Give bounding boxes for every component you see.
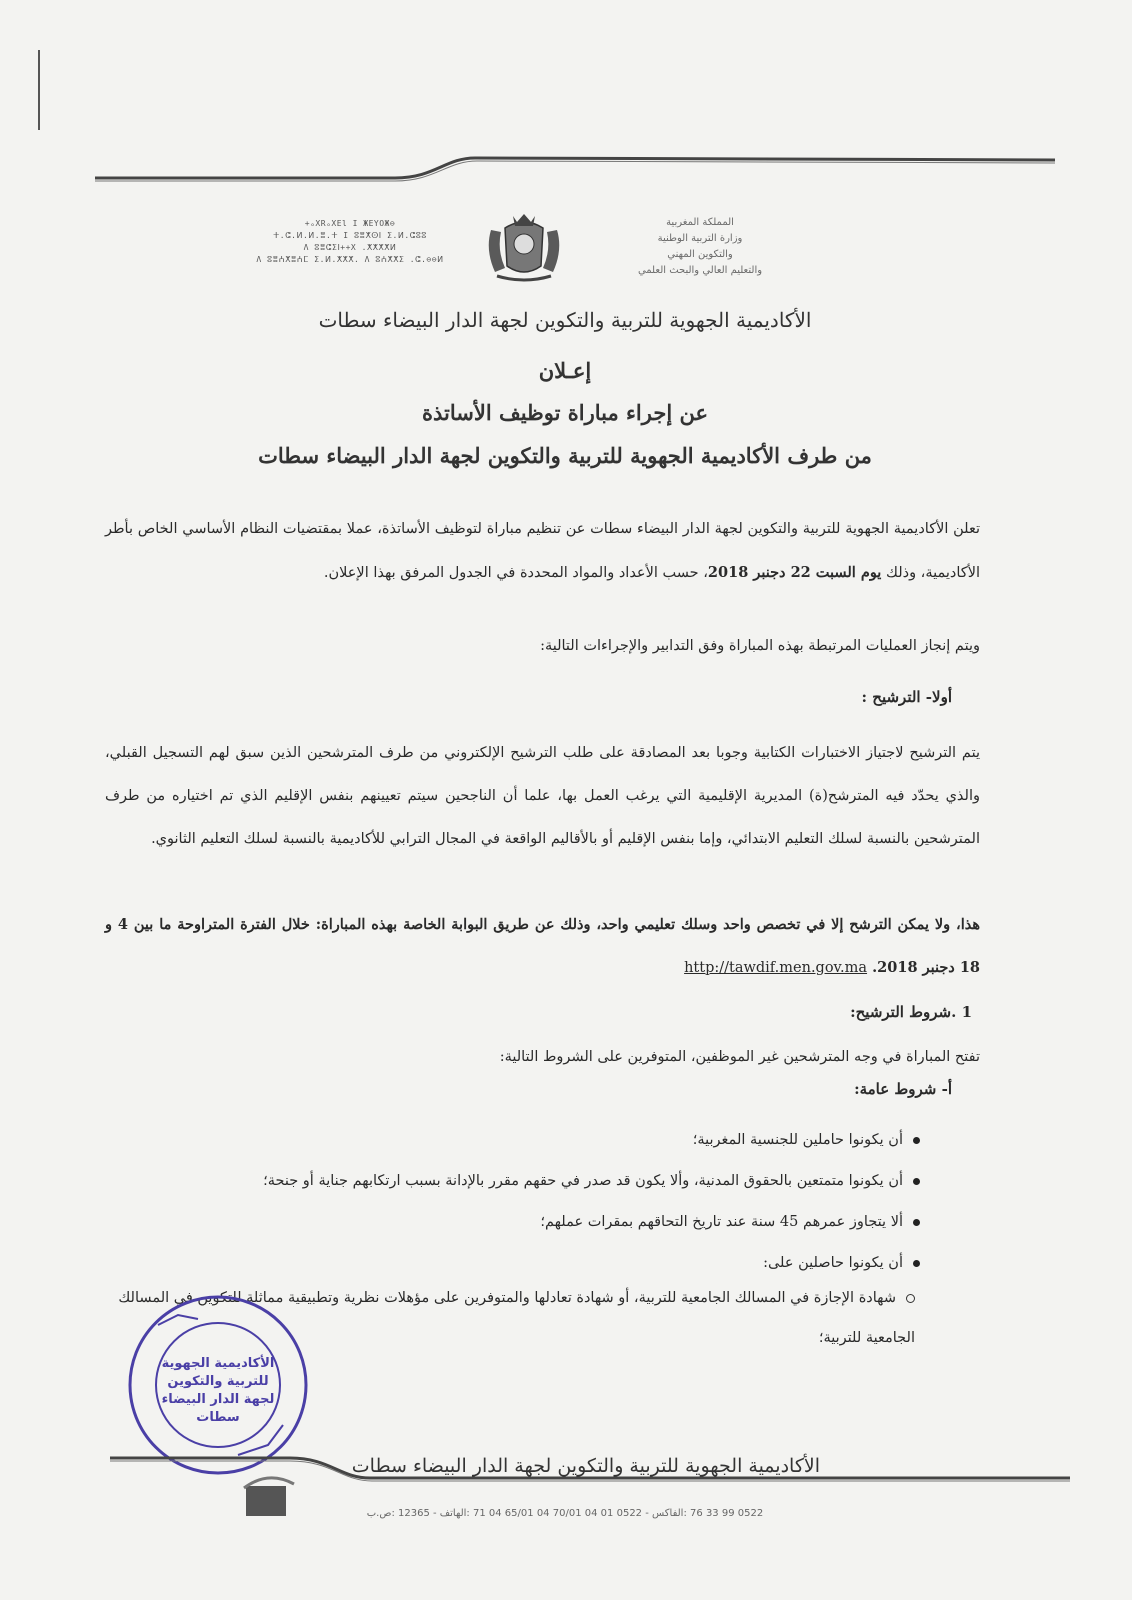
bullet-icon xyxy=(913,1137,920,1144)
academy-title: الأكاديمية الجهوية للتربية والتكوين لجهة الدار البيضاء سطات xyxy=(318,308,812,332)
header-divider xyxy=(95,148,1055,188)
tifinagh-line: +ₒXRₒXEl I ЖEYOЖ⊖ xyxy=(304,219,396,228)
tifinagh-line: Λ ⵓⴻⵄⵅⴻⵄⵎ ⵉ.ⵍ.ⵅⵅⵅ. Λ ⵓⵄⵅⵅⵉ .ⵛ.⊖⊖ⵍ xyxy=(256,255,444,264)
stamp-line: للتربية والتكوين xyxy=(167,1374,269,1389)
scan-edge xyxy=(38,50,40,130)
exam-date: يوم السبت 22 دجنبر 2018 xyxy=(707,564,882,581)
announcement-issuer: من طرف الأكاديمية الجهوية للتربية والتكوين لجهة الدار البيضاء سطات xyxy=(258,443,872,468)
application-period: خلال الفترة المتراوحة ما بين 4 و 18 دجنبر 2018. xyxy=(105,916,980,976)
header-tifinagh xyxy=(225,218,475,266)
stamp-line: الأكاديمية الجهوية xyxy=(161,1356,275,1371)
ministry-line: وزارة التربية الوطنية xyxy=(657,233,743,244)
general-conditions-list xyxy=(170,1120,920,1284)
candidacy-paragraph: يتم الترشيح لاجتياز الاختبارات الكتابية وجوبا بعد المصادقة على طلب الترشيح الإلكتروني من طرف المترشحين الذين سبق لهم التسجيل القبلي، والذي يحدّد فيه المترشح(ة) المديرية الإقليمية التي يرغب العمل بها، علما أن الناجحين سيتم تعيينهم بنفس الإقليم الذي تم اختياره من طرف المترشحين بالنسبة لسلك التعليم الابتدائي، وإما بنفس الإقليم أو بالأقاليم الواقعة في المجال الترابي للأكاديمية بالنسبة لسلك التعليم الثانوي. xyxy=(105,745,980,847)
single-specialty-paragraph xyxy=(105,903,980,990)
moroccan-coat-of-arms-icon xyxy=(483,210,565,282)
announcement-title: إعـلان xyxy=(538,358,592,383)
portal-link[interactable]: http://tawdif.men.gov.ma xyxy=(684,960,868,976)
list-item xyxy=(170,1120,920,1161)
ministry-line: المملكة المغربية xyxy=(666,217,734,228)
header-ministry xyxy=(600,215,800,279)
ministry-line: والتعليم العالي والبحث العلمي xyxy=(637,265,763,276)
footer-contacts: 0522 99 33 76 :الفاكس ‑ 0522 01 04 70/01 04 65/01 04 71 :الهاتف ‑ 12365 :ص.ب xyxy=(366,1508,764,1519)
stamp-line: لجهة الدار البيضاء xyxy=(161,1392,275,1407)
intro-text-end: ، حسب الأعداد والمواد المحددة في الجدول المرفق بهذا الإعلان. xyxy=(323,565,708,581)
general-conditions-heading: أ- شروط عامة: xyxy=(854,1080,952,1098)
intro-paragraph xyxy=(105,508,980,595)
bullet-icon xyxy=(913,1178,920,1185)
degree-text: شهادة الإجازة في المسالك الجامعية للتربية، أو شهادة تعادلها والمتوفرين على مؤهلات نظرية وتطبيقية مماثلة للتكوين في المسالك الجامعية للتربية؛ xyxy=(118,1290,915,1346)
section-candidacy-heading: أولا- الترشيح : xyxy=(861,688,952,706)
stamp-line: سطات xyxy=(196,1410,240,1425)
footer-academy-name: الأكاديمية الجهوية للتربية والتكوين لجهة الدار البيضاء سطات xyxy=(351,1455,820,1477)
procedures-paragraph: ويتم إنجاز العمليات المرتبطة بهذه المباراة وفق التدابير والإجراءات التالية: xyxy=(540,638,980,654)
conditions-heading: 1 .شروط الترشيح: xyxy=(850,1003,972,1021)
bullet-icon xyxy=(913,1219,920,1226)
announcement-subtitle: عن إجراء مباراة توظيف الأساتذة xyxy=(422,400,708,425)
list-item xyxy=(170,1202,920,1243)
list-item-text: أن يكونوا متمتعين بالحقوق المدنية، وألا يكون قد صدر في حقهم مقرر بالإدانة بسبب ارتكابهم جناية أو جنحة؛ xyxy=(263,1173,903,1189)
bullet-icon xyxy=(913,1260,920,1267)
single-specialty-text: هذا، ولا يمكن الترشح إلا في تخصص واحد وسلك تعليمي واحد، وذلك عن طريق البوابة الخاصة بهذه المباراة: xyxy=(315,916,980,933)
list-item-text: ألا يتجاوز عمرهم 45 سنة عند تاريخ التحاقهم بمقرات عملهم؛ xyxy=(540,1214,903,1230)
hollow-bullet-icon xyxy=(906,1294,915,1303)
list-item-text: أن يكونوا حاصلين على: xyxy=(763,1255,903,1271)
intro-text: تعلن الأكاديمية الجهوية للتربية والتكوين لجهة الدار البيضاء سطات عن تنظيم مباراة لتوظيف الأساتذة، عملا بمقتضيات النظام الأساسي الخاص بأطر الأكاديمية، وذلك xyxy=(105,521,980,581)
ministry-line: والتكوين المهني xyxy=(667,249,733,260)
footer-logo-icon xyxy=(238,1470,298,1518)
conditions-intro: تفتح المباراة في وجه المترشحين غير الموظفين، المتوفرين على الشروط التالية: xyxy=(499,1049,980,1065)
tifinagh-line: Λ ⵓⴻⵛⵉⵏ++X .ⵅⵅⵅⵅⵍ xyxy=(303,243,397,252)
list-item-text: أن يكونوا حاملين للجنسية المغربية؛ xyxy=(692,1132,903,1148)
tifinagh-line: ⵜ.ⵛ.ⵍ.ⵍ.ⴻ.ⵜ I ⵓⴻⵅⵙⵏ ⵉ.ⵍ.ⵛⵓⵓ xyxy=(273,231,427,240)
list-item xyxy=(170,1161,920,1202)
